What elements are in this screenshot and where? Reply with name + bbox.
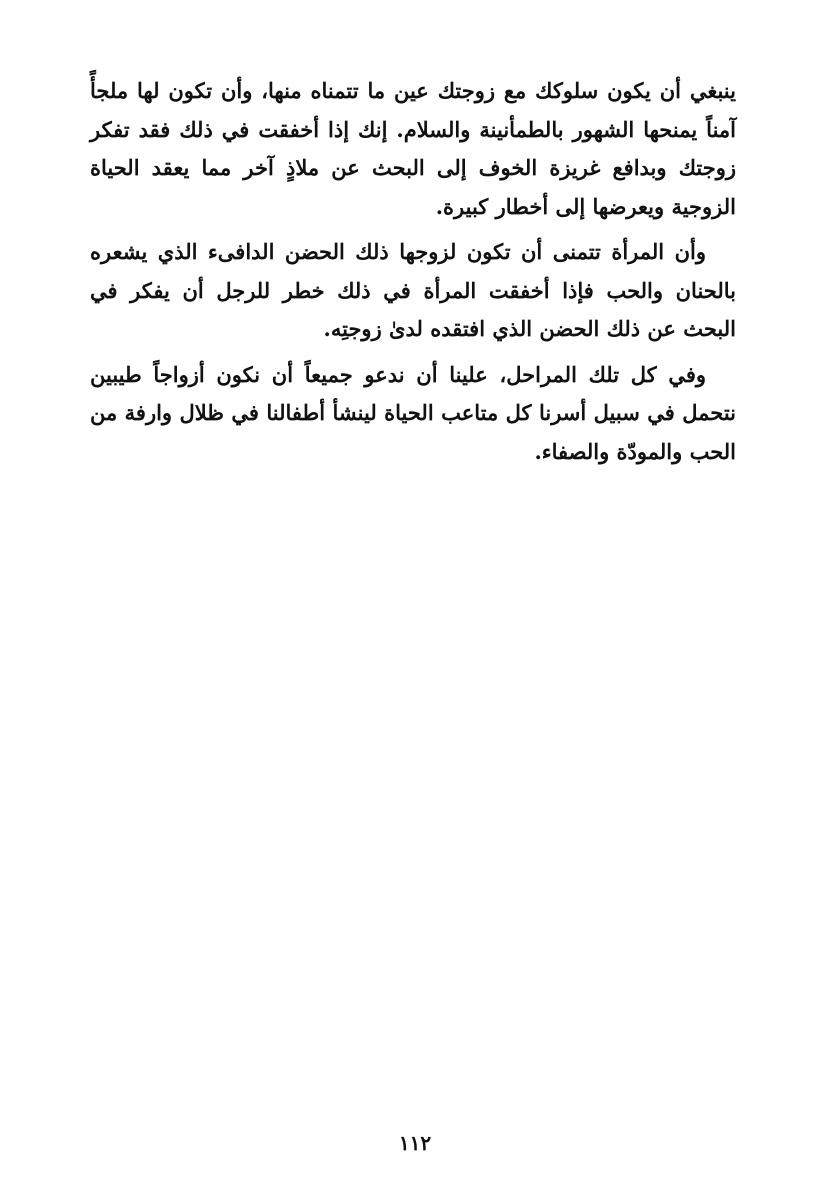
page-number: ١١٢ xyxy=(398,1131,432,1155)
paragraph-2: وأن المرأة تتمنى أن تكون لزوجها ذلك الحضن الدافىء الذي يشعره بالحنان والحب فإذا أخفقت المرأة في ذلك خطر للرجل أن يفكر في البحث عن ذلك الحضن الذي افتقده لدىٰ زوجتِه. xyxy=(90,239,736,341)
paragraph-1: ينبغي أن يكون سلوكك مع زوجتك عين ما تتمناه منها، وأن تكون لها ملجأً آمناً يمنحها الشهور بالطمأنينة والسلام. إنك إذا أخفقت في ذلك فقد تفكر زوجتك وبدافع غريزة الخوف إلى البحث عن ملاذٍ آخر مما يعقد الحياة الزوجية ويعرضها إلى أخطار كبيرة. xyxy=(90,78,736,219)
body-text xyxy=(90,72,736,478)
paragraph-3: وفي كل تلك المراحل، علينا أن ندعو جميعاً أن نكون أزواجاً طيبين نتحمل في سبيل أسرنا كل متاعب الحياة لينشأ أطفالنا في ظلال وارفة من الحب والمودّة والصفاء. xyxy=(90,361,736,464)
